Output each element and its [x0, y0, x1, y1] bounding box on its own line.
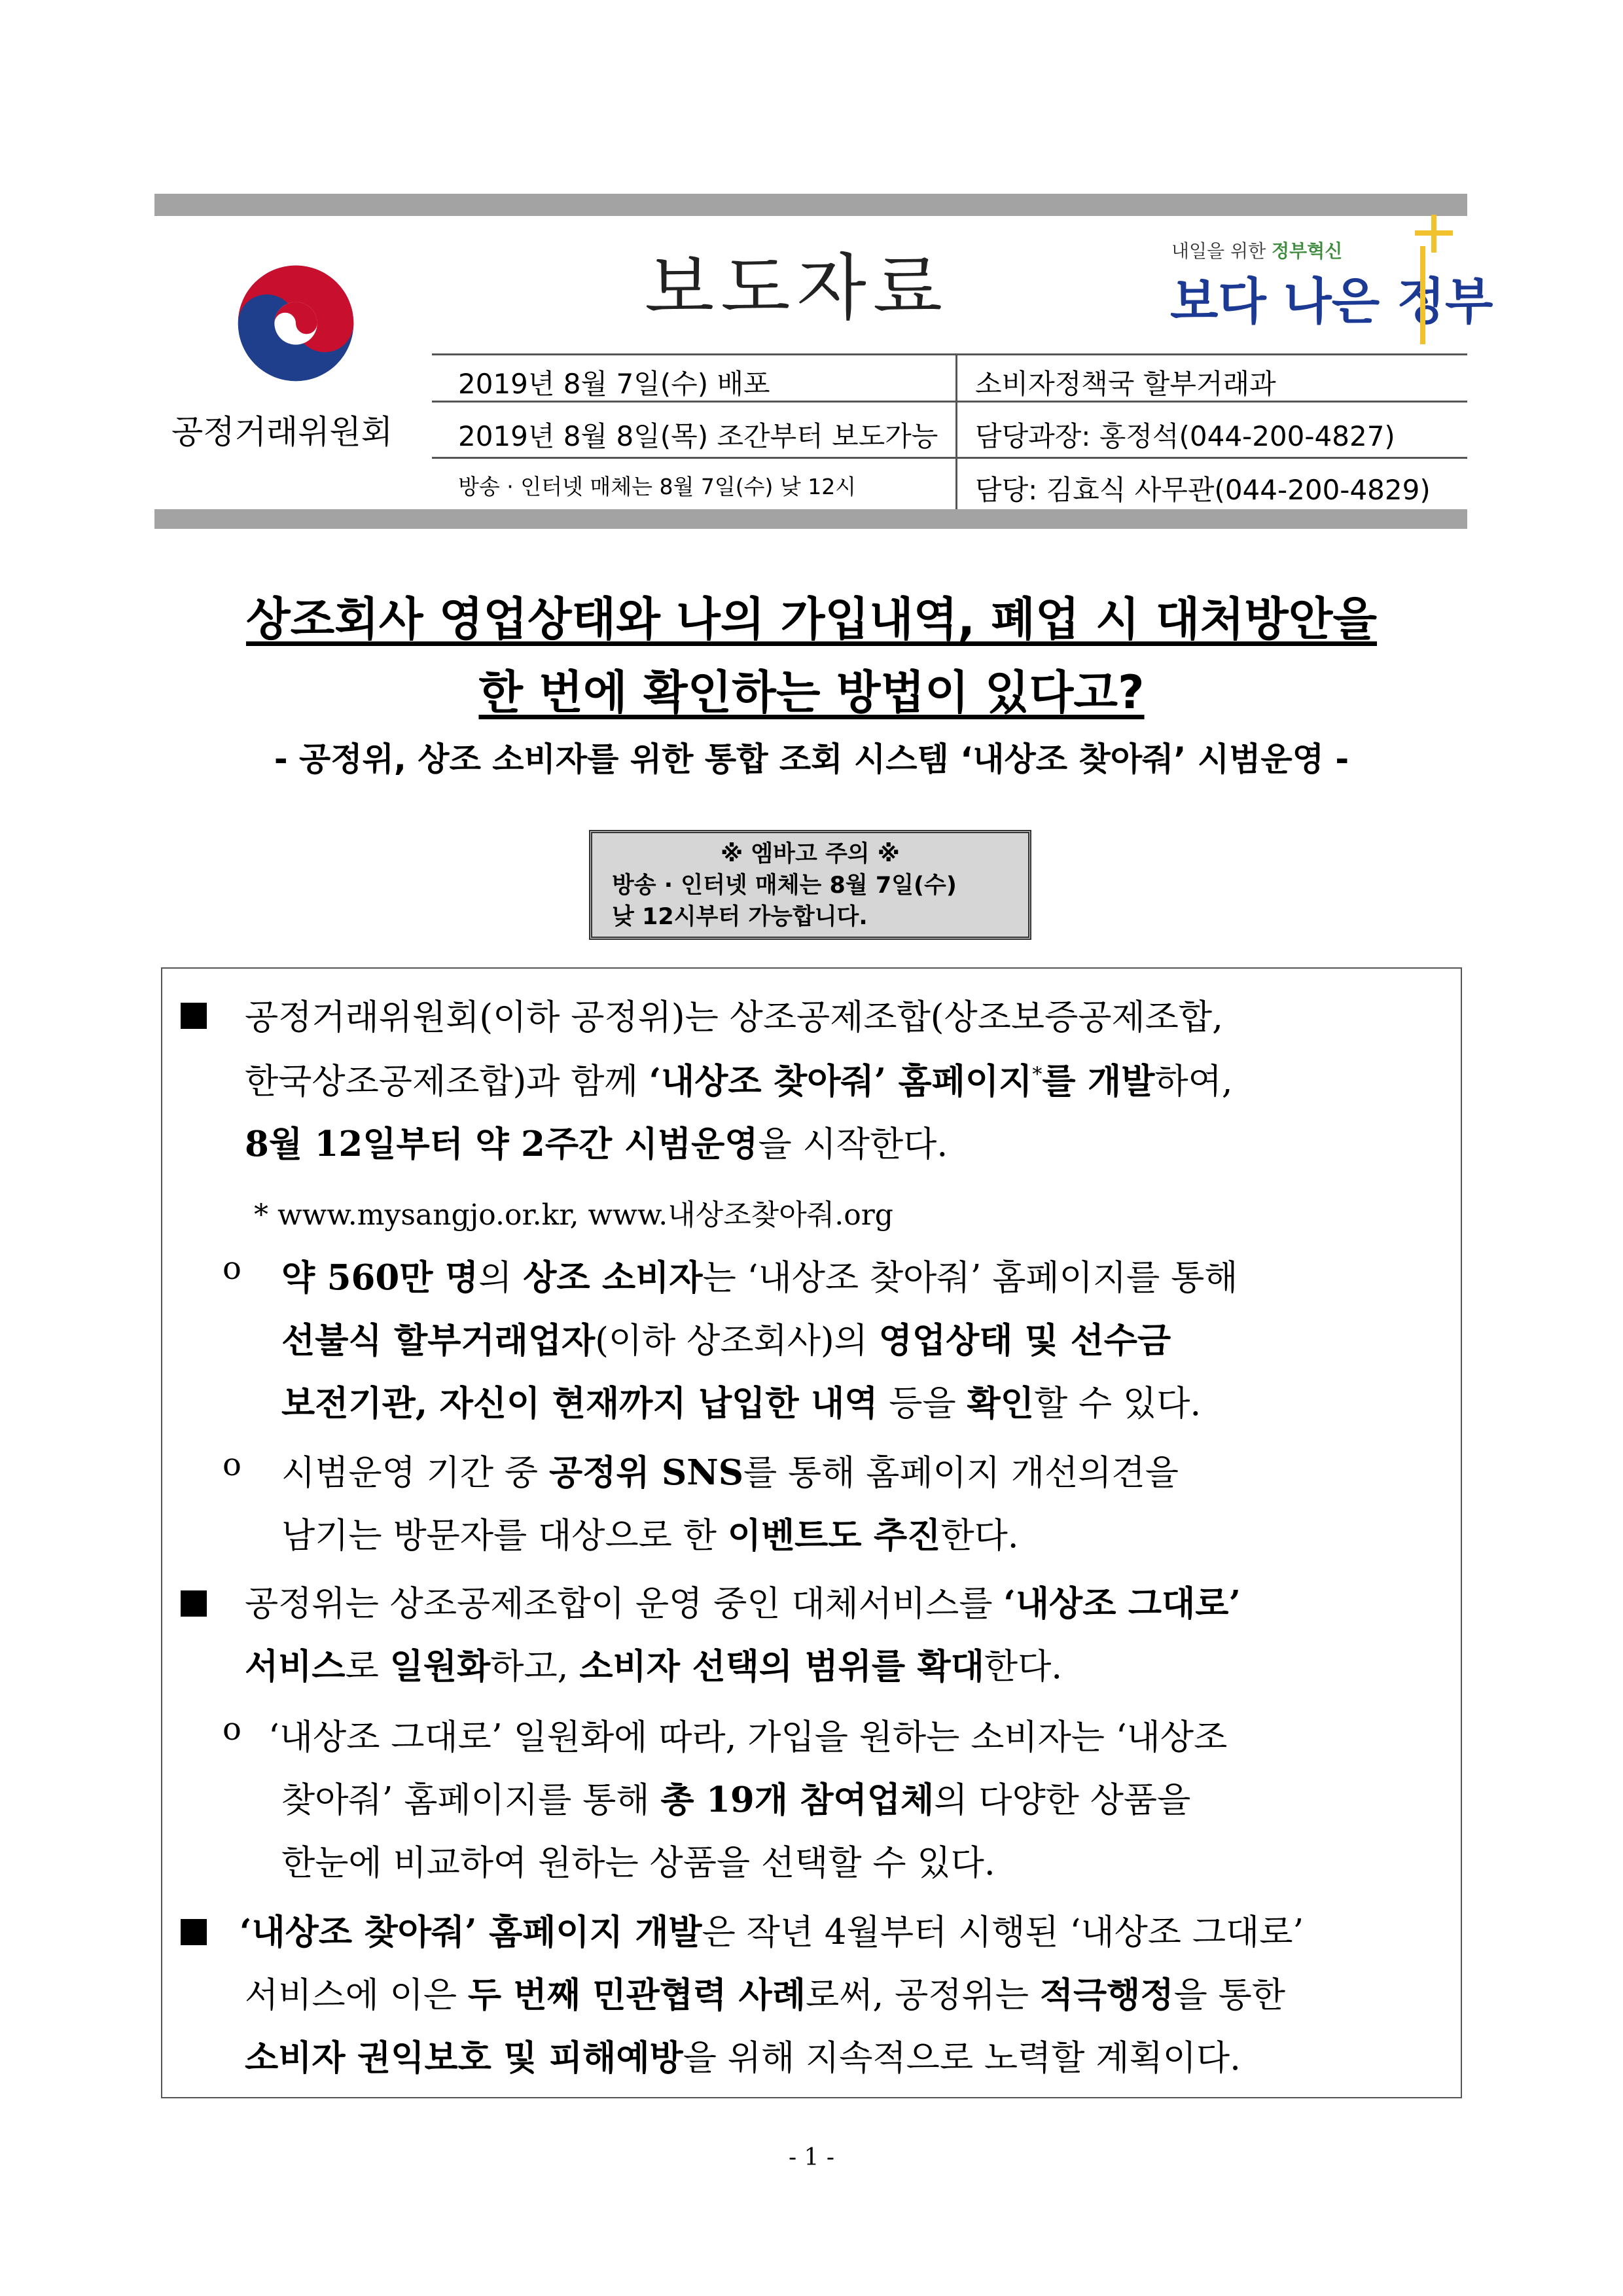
embargo-notice-line1: ※ 엠바고 주의 ※: [721, 841, 900, 867]
p1b-line2: 남기는 방문자를 대상으로 한 이벤트도 추진한다.: [281, 1515, 1019, 1556]
gov-logo-bracket-icon: [1348, 246, 1425, 344]
embargo-broadcast: 방송 · 인터넷 매체는 8월 7일(수) 낮 12시: [458, 474, 857, 499]
black-square-icon: [181, 1003, 207, 1029]
p2-line2: 서비스로 일원화하고, 소비자 선택의 범위를 확대한다.: [245, 1646, 1063, 1687]
header-bottom-bar: [154, 509, 1467, 529]
p3-line2: 서비스에 이은 두 번째 민관협력 사례로써, 공정위는 적극행정을 통한: [245, 1975, 1286, 2015]
gov-logo-plus-icon-v: [1431, 215, 1436, 253]
p1a-line1: 약 560만 명의 상조 소비자는 ‘내상조 찾아줘’ 홈페이지를 통해: [281, 1257, 1238, 1298]
header-top-bar: [154, 194, 1467, 216]
headline-subtitle: - 공정위, 상조 소비자를 위한 통합 조회 시스템 ‘내상조 찾아줘’ 시범운영 -: [274, 740, 1349, 778]
header-divider-top: [432, 353, 1467, 355]
p1a-line2: 선불식 할부거래업자(이하 상조회사)의 영업상태 및 선수금: [281, 1320, 1171, 1361]
distribution-date: 2019년 8월 7일(수) 배포: [458, 368, 770, 400]
gov-slogan-big: 보다 나은 정부: [1170, 272, 1493, 331]
header-divider-mid2: [432, 457, 1467, 459]
embargo-notice-line3: 낮 12시부터 가능합니다.: [612, 904, 868, 930]
staff-contact: 담당: 김효식 사무관(044-200-4829): [975, 474, 1431, 506]
page-number: - 1 -: [788, 2144, 835, 2171]
p2a-line1: ‘내상조 그대로’ 일원화에 따라, 가입을 원하는 소비자는 ‘내상조: [268, 1717, 1228, 1757]
p1-line2: 한국상조공제조합)과 함께 ‘내상조 찾아줘’ 홈페이지*를 개발하여,: [245, 1061, 1233, 1102]
department: 소비자정책국 할부거래과: [975, 368, 1276, 400]
footnote: * www.mysangjo.or.kr, www.내상조찾아줘.org: [254, 1198, 893, 1232]
gov-slogan-small: 내일을 위한 정부혁신: [1171, 240, 1343, 262]
embargo-notice-line2: 방송 · 인터넷 매체는 8월 7일(수): [612, 872, 957, 899]
manager-contact: 담당과장: 홍정석(044-200-4827): [975, 420, 1395, 452]
circle-bullet-icon: o: [223, 1446, 241, 1483]
embargo-notice-box: [589, 830, 1031, 940]
p2a-line3: 한눈에 비교하여 원하는 상품을 선택할 수 있다.: [281, 1843, 995, 1883]
doc-type-title: 보도자료: [645, 246, 950, 330]
black-square-icon: [181, 1590, 207, 1617]
p2-line1: 공정위는 상조공제조합이 운영 중인 대체서비스를 ‘내상조 그대로’: [245, 1583, 1241, 1624]
p1a-line3: 보전기관, 자신이 현재까지 납입한 내역 등을 확인할 수 있다.: [281, 1383, 1202, 1424]
circle-bullet-icon: o: [223, 1250, 241, 1287]
p2a-line2: 찾아줘’ 홈페이지를 통해 총 19개 참여업체의 다양한 상품을: [281, 1780, 1191, 1820]
headline-line2: 한 번에 확인하는 방법이 있다고?: [478, 666, 1145, 719]
p3-line1: ‘내상조 찾아줘’ 홈페이지 개발은 작년 4월부터 시행된 ‘내상조 그대로’: [240, 1912, 1304, 1952]
header-column-divider: [955, 353, 957, 509]
taegeuk-emblem-icon: [233, 260, 359, 386]
p3-line3: 소비자 권익보호 및 피해예방을 위해 지속적으로 노력할 계획이다.: [245, 2037, 1241, 2078]
p1-line1: 공정거래위원회(이하 공정위)는 상조공제조합(상조보증공제조합,: [245, 997, 1223, 1037]
p1b-line1: 시범운영 기간 중 공정위 SNS를 통해 홈페이지 개선의견을: [281, 1452, 1179, 1493]
headline-line1: 상조회사 영업상태와 나의 가입내역, 폐업 시 대처방안을: [245, 592, 1378, 646]
org-name: 공정거래위원회: [171, 413, 393, 451]
black-square-icon: [181, 1919, 207, 1945]
circle-bullet-icon: o: [223, 1711, 241, 1748]
p1-line3: 8월 12일부터 약 2주간 시범운영을 시작한다.: [245, 1124, 948, 1164]
embargo-print: 2019년 8월 8일(목) 조간부터 보도가능: [458, 420, 938, 452]
